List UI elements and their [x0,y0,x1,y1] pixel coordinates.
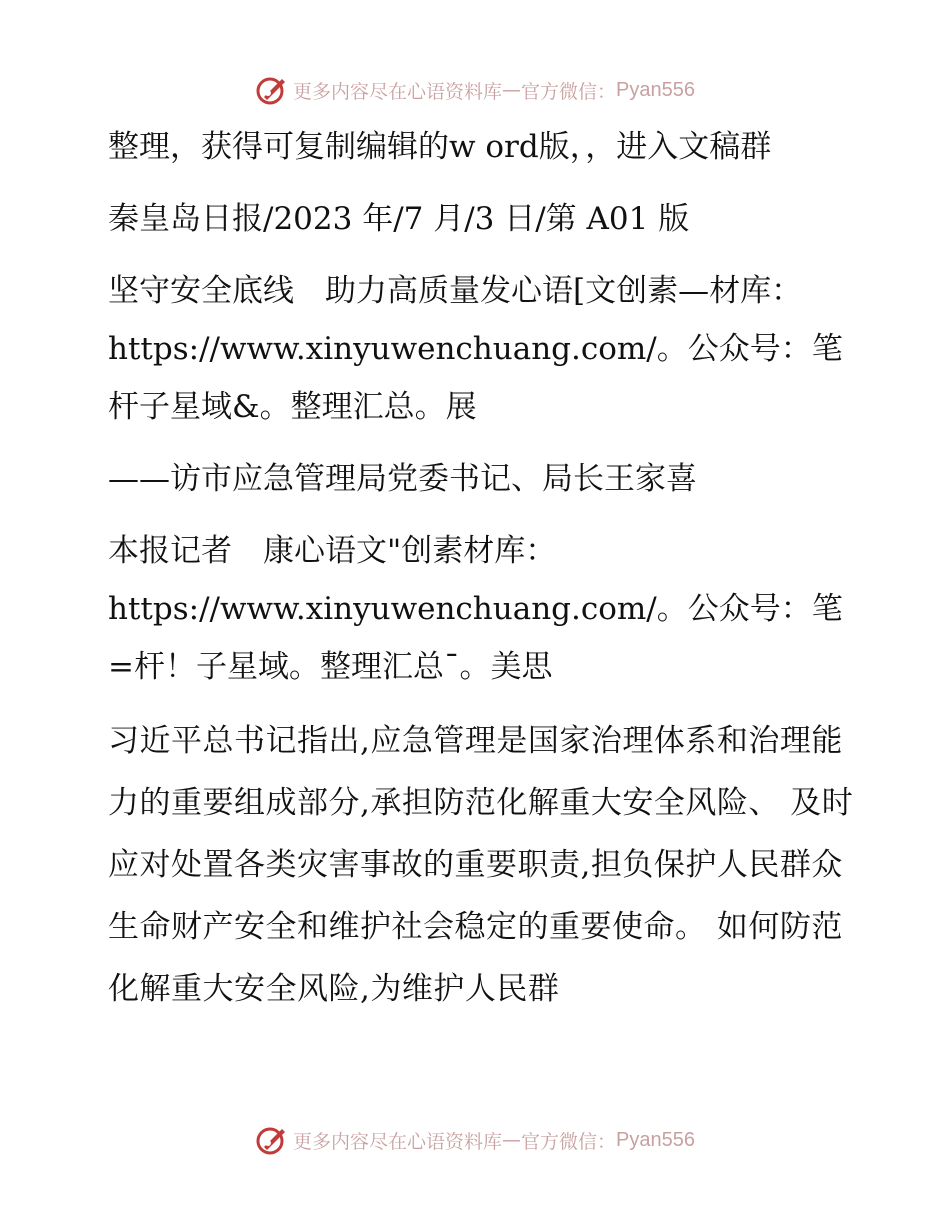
article-content [98,118,858,1020]
watermark-official: 官方微信： [521,1130,617,1153]
watermark-dash: — [502,1129,522,1151]
watermark-text: 更多内容尽在心语资料库 [293,1130,503,1153]
watermark-dash: — [502,79,522,101]
watermark-banner-bottom [0,1120,950,1160]
watermark-account: Pyan556 [616,78,695,101]
article-body: 习近平总书记指出,应急管理是国家治理体系和治理能力的重要组成部分,承担防范化解重大安全风险、 及时应对处置各类灾害事故的重要职责,担负保护人民群众生命财产安全和维护社会稳定的重要使命。 如何防范化解重大安全风险,为维护人民群 [108,723,854,1007]
article-subtitle: ——访市应急管理局党委书记、局长王家喜 [108,461,697,497]
article-byline: 本报记者 康心语文"创素材库：https://www.xinyuwenchuang.com/。公众号：笔=杆！子星域。整理汇总¯。美思 [108,533,843,685]
source-line: 秦皇岛日报/2023 年/7 月/3 日/第 A01 版 [108,201,690,237]
brush-pen-logo-icon [255,73,289,107]
watermark-banner-top [0,70,950,110]
watermark-text: 更多内容尽在心语资料库 [293,80,503,103]
watermark-account: Pyan556 [616,1128,695,1151]
brush-pen-logo-icon [255,1123,289,1157]
article-headline: 坚守安全底线 助力高质量发心语[文创素—材库：https://www.xinyuwenchuang.com/。公众号：笔杆子星域&。整理汇总。展 [108,273,843,425]
watermark-official: 官方微信： [521,80,617,103]
intro-line: 整理，获得可复制编辑的w ord版，，进入文稿群 [108,129,772,165]
